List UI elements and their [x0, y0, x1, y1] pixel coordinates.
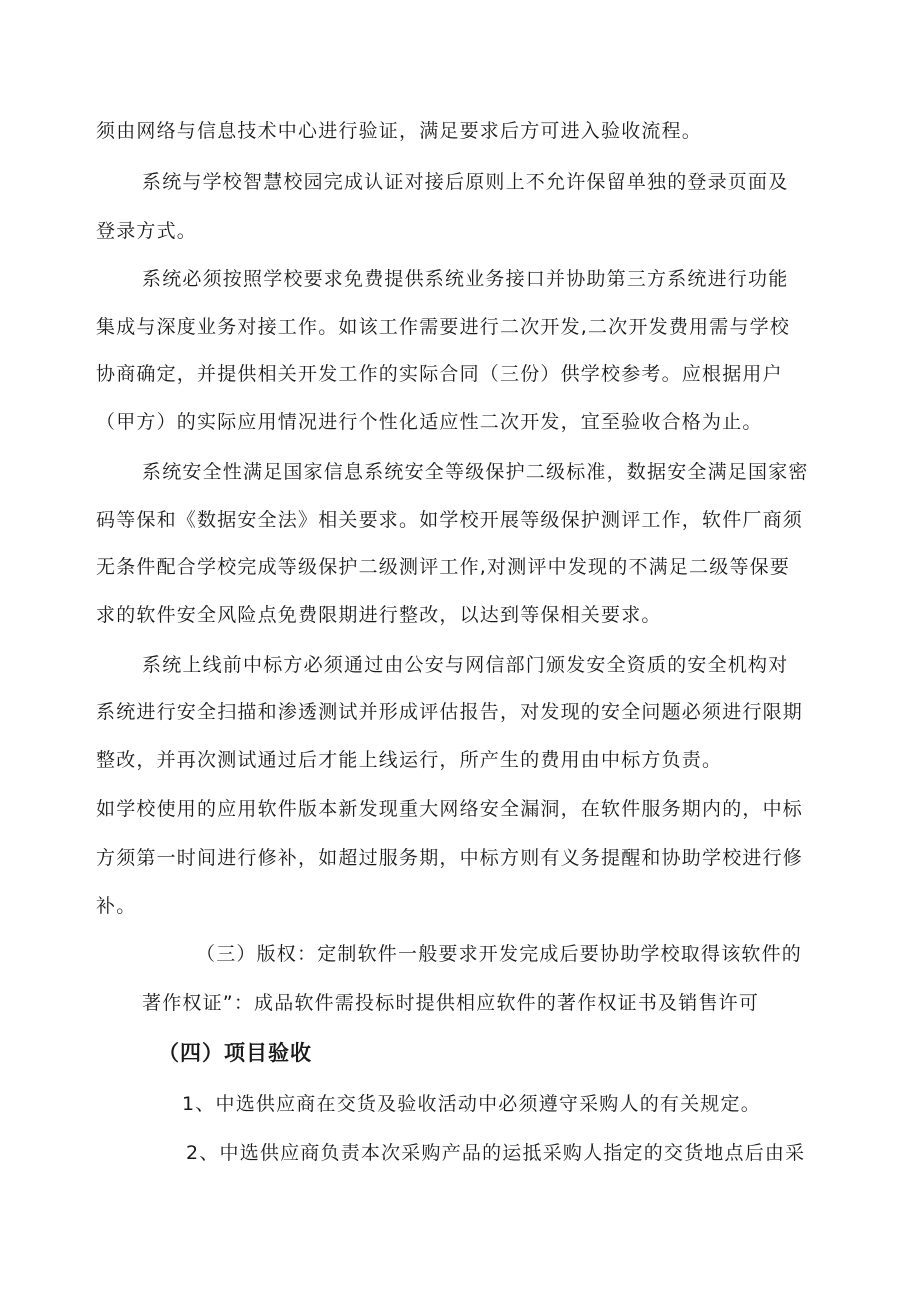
- paragraph-line: 著作权证”：成品软件需投标时提供相应软件的著作权证书及销售许可: [142, 992, 760, 1014]
- paragraph-line: 系统进行安全扫描和渗透测试并形成评估报告，对发现的安全问题必须进行限期: [96, 701, 804, 723]
- paragraph-line: 须由网络与信息技术中心进行验证，满足要求后方可进入验收流程。: [96, 120, 703, 142]
- paragraph-line: 求的软件安全风险点免费限期进行整改，以达到等保相关要求。: [96, 604, 662, 626]
- paragraph-line: 码等保和《数据安全法》相关要求。如学校开展等级保护测评工作，软件厂商须: [96, 509, 804, 531]
- paragraph-line: 系统安全性满足国家信息系统安全等级保护二级标准，数据安全满足国家密: [142, 461, 809, 483]
- list-item: 2、中选供应商负责本次采购产品的运抵采购人指定的交货地点后由采: [186, 1142, 806, 1164]
- paragraph-line: 登录方式。: [96, 220, 198, 242]
- paragraph-line: 无条件配合学校完成等级保护二级测评工作,对测评中发现的不满足二级等保要: [96, 556, 791, 578]
- list-item: 1、中选供应商在交货及验收活动中必须遵守采购人的有关规定。: [182, 1093, 761, 1115]
- paragraph-line: 系统上线前中标方必须通过由公安与网信部门颁发安全资质的安全机构对: [142, 654, 789, 676]
- paragraph-line: 整改，并再次测试通过后才能上线运行，所产生的费用由中标方负责。: [96, 749, 723, 771]
- paragraph-line: 集成与深度业务对接工作。如该工作需要进行二次开发,二次开发费用需与学校: [96, 316, 791, 338]
- paragraph-line: （三）版权：定制软件一般要求开发完成后要协助学校取得该软件的: [196, 943, 803, 965]
- paragraph-line: 补。: [96, 895, 137, 917]
- paragraph-line: 如学校使用的应用软件版本新发现重大网络安全漏洞，在软件服务期内的，中标: [96, 798, 804, 820]
- paragraph-line: 系统必须按照学校要求免费提供系统业务接口并协助第三方系统进行功能: [142, 268, 789, 290]
- paragraph-line: （甲方）的实际应用情况进行个性化适应性二次开发，宜至验收合格为止。: [96, 411, 763, 433]
- paragraph-line: 协商确定，并提供相关开发工作的实际合同（三份）供学校参考。应根据用户: [96, 363, 783, 385]
- section-heading: （四）项目验收: [158, 1041, 312, 1065]
- paragraph-line: 系统与学校智慧校园完成认证对接后原则上不允许保留单独的登录页面及: [142, 171, 789, 193]
- paragraph-line: 方须第一时间进行修补，如超过服务期，中标方则有义务提醒和协助学校进行修: [96, 847, 804, 869]
